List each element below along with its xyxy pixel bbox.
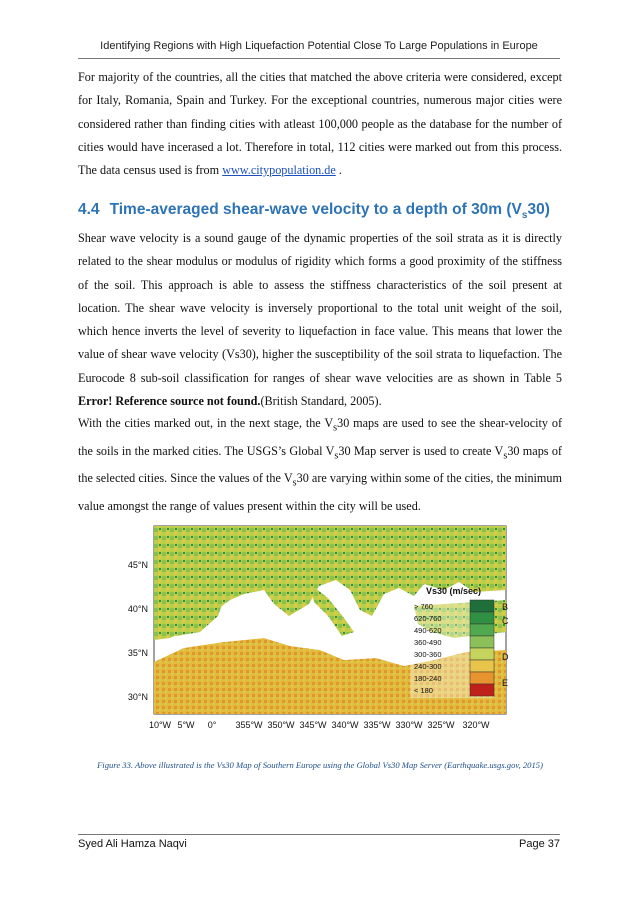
paragraph-end: .: [335, 163, 342, 178]
lon-label: 350°W: [267, 720, 295, 730]
paragraph-shear-wave: [78, 227, 562, 413]
footer-author: Syed Ali Hamza Naqvi: [78, 838, 187, 850]
legend-class-label: B: [502, 602, 509, 612]
legend-range-label: 180-240: [414, 674, 442, 683]
paragraph-vs30-maps: [78, 412, 562, 519]
legend-range-label: < 180: [414, 686, 433, 695]
text-part: 30 are varying within some of the cities, the minimum value amongst the range of values present within the city will be used.: [78, 471, 562, 514]
text-part: 30 maps of the selected cities. Since the values of the V: [78, 443, 562, 486]
section-number: 4.4: [78, 201, 100, 218]
page-number: Page 37: [519, 838, 560, 850]
paragraph-text: For majority of the countries, all the cities that matched the above criteria were considered, except for Italy, Romania, Spain and Turkey. For the exceptional countries, numerous major cities were considered rather than finding cities with atleast 100,000 people as the database for the number of cities would have incerased a lot. Therefore in total, 112 cities were marked out from this process. The data census used is from: [78, 70, 562, 178]
subscript: s: [292, 477, 297, 489]
lat-label: 45°N: [127, 560, 148, 570]
figure-caption: Figure 33. Above illustrated is the Vs30 Map of Southern Europe using the Global Vs30 Map Server (Earthquake.usgs.gov, 2015): [97, 760, 543, 770]
text-part: With the cities marked out, in the next stage, the V: [78, 416, 334, 430]
legend-color-swatch: [470, 636, 494, 648]
legend-range-label: 620-760: [414, 614, 442, 623]
lon-label: 355°W: [235, 720, 263, 730]
lon-label: 320°W: [462, 720, 490, 730]
legend-range-label: > 760: [414, 602, 433, 611]
legend-class-label: C: [502, 616, 509, 626]
running-header: Identifying Regions with High Liquefaction Potential Close To Large Populations in Europe: [100, 40, 538, 52]
legend-color-swatch: [470, 648, 494, 660]
vs30-map-figure: [114, 520, 510, 752]
footer-divider: [78, 834, 560, 835]
legend-color-swatch: [470, 660, 494, 672]
legend-range-label: 360-490: [414, 638, 442, 647]
citypopulation-link[interactable]: www.citypopulation.de: [222, 163, 336, 178]
legend-color-swatch: [470, 600, 494, 612]
legend-range-label: 490-620: [414, 626, 442, 635]
legend-color-swatch: [470, 672, 494, 684]
lon-label: 335°W: [363, 720, 391, 730]
section-heading: [78, 201, 562, 221]
legend-color-swatch: [470, 684, 494, 696]
text-part: 30 maps are used to see the shear-velocity of the soils in the marked cities. The USGS’s Global V: [78, 416, 562, 458]
legend-range-label: 300-360: [414, 650, 442, 659]
legend-color-swatch: [470, 612, 494, 624]
lon-label: 10°W: [148, 720, 172, 730]
vs30-legend: [410, 586, 509, 698]
legend-color-swatch: [470, 624, 494, 636]
lon-label: 325°W: [427, 720, 455, 730]
subscript: s: [334, 450, 339, 462]
paragraph-end: (British Standard, 2005).: [260, 394, 382, 409]
lon-label: 0°: [207, 720, 217, 730]
legend-class-label: E: [502, 678, 509, 688]
legend-range-label: 240-300: [414, 662, 442, 671]
lat-label: 40°N: [127, 604, 148, 614]
subscript: s: [333, 422, 338, 434]
lat-label: 30°N: [127, 692, 148, 702]
section-title: Time-averaged shear-wave velocity to a depth of 30m (V: [109, 201, 522, 218]
lon-label: 340°W: [331, 720, 359, 730]
legend-class-label: D: [502, 652, 509, 662]
lat-label: 35°N: [127, 648, 148, 658]
lon-label: 330°W: [395, 720, 423, 730]
lon-label: 5°W: [177, 720, 195, 730]
paragraph-city-selection: [78, 66, 562, 182]
subscript: s: [503, 450, 508, 462]
section-title-subscript: s: [521, 210, 528, 222]
lon-label: 345°W: [299, 720, 327, 730]
legend-title: Vs30 (m/sec): [426, 586, 482, 596]
text-part: 30 Map server is used to create V: [338, 443, 504, 458]
reference-error: Error! Reference source not found.: [78, 394, 261, 409]
header-divider: [78, 58, 560, 59]
paragraph-text: Shear wave velocity is a sound gauge of the dynamic properties of the soil strata as it is directly related to the shear modulus or modulus of rigidity which forms a good proximity of the stiffness of the soil. This approach is able to assess the stiffness characteristics of the soil present at location. The shear wave velocity is inversely proportional to the total unit weight of the soil, which hence inverts the level of severity to liquefaction in face value. This means that lower the value of shear wave velocity (Vs30), higher the susceptibility of the soil strata to liquefaction. The Eurocode 8 sub-soil classification for ranges of shear wave velocities are as shown in Table 5: [78, 231, 562, 385]
section-title-end: 30): [527, 201, 550, 218]
